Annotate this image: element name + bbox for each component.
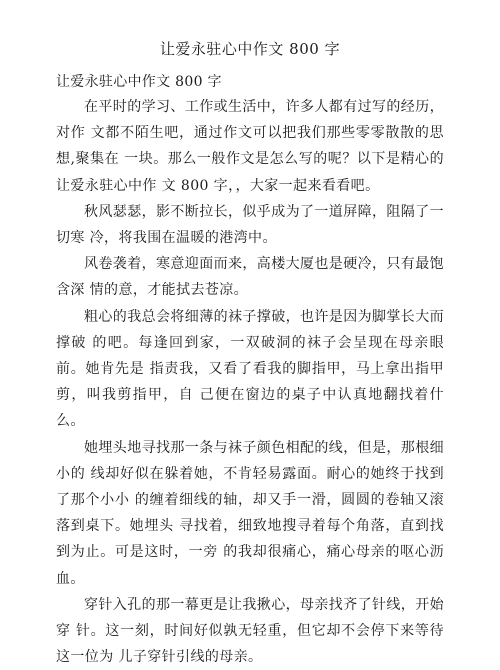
document-body [56,94,444,670]
paragraph-2: 秋风瑟瑟，影不断拉长，似乎成为了一道屏障，阻隔了一切寒 冷，将我围在温暖的港湾中。 [56,203,444,247]
document-title: 让爱永驻心中作文 800 字 [159,40,341,58]
document-subtitle: 让爱永驻心中作文 800 字 [56,74,222,90]
paragraph-4: 粗心的我总会将细薄的袜子撑破，也许是因为脚掌长大而撑破 的吧。每逢回到家，一双破洞的袜子会呈现在母亲眼前。她肯先是 指责我，又看了看我的脚指甲，马上拿出指甲剪，叫我剪指甲，自 己便在窗边的桌子中认真地翻找着什么。 [56,308,444,430]
paragraph-3: 风卷袭着，寒意迎面而来，高楼大厦也是硬冷，只有最饱含深 情的意，才能拭去苍凉。 [56,256,444,299]
paragraph-1: 在平时的学习、工作或生活中，许多人都有过写的经历，对作 文都不陌生吧，通过作文可以把我们那些零零散散的思想,聚集在 一块。那么一般作文是怎么写的呢？以下是精心的让爱永驻心中作 文 800 字，，大家一起来看看吧。 [56,99,444,194]
paragraph-5: 她埋头地寻找那一条与袜子颜色相配的线，但是，那根细小的 线却好似在躲着她，不肯轻易露面。耐心的她终于找到了那个小小 的缠着细线的轴，却又手一滑，圆圆的卷轴又滚落到桌下。她埋头 寻找着，细致地搜寻着每个角落，直到找到为止。可是这时，一旁 的我却很痛心，痛心母亲的呕心沥血。 [56,439,444,587]
paragraph-6: 穿针入孔的那一幕更是让我揪心，母亲找齐了针线，开始穿 针。这一刻，时间好似孰无轻重，但它却不会停下来等待这一位为 儿子穿针引线的母亲。 [56,596,444,666]
